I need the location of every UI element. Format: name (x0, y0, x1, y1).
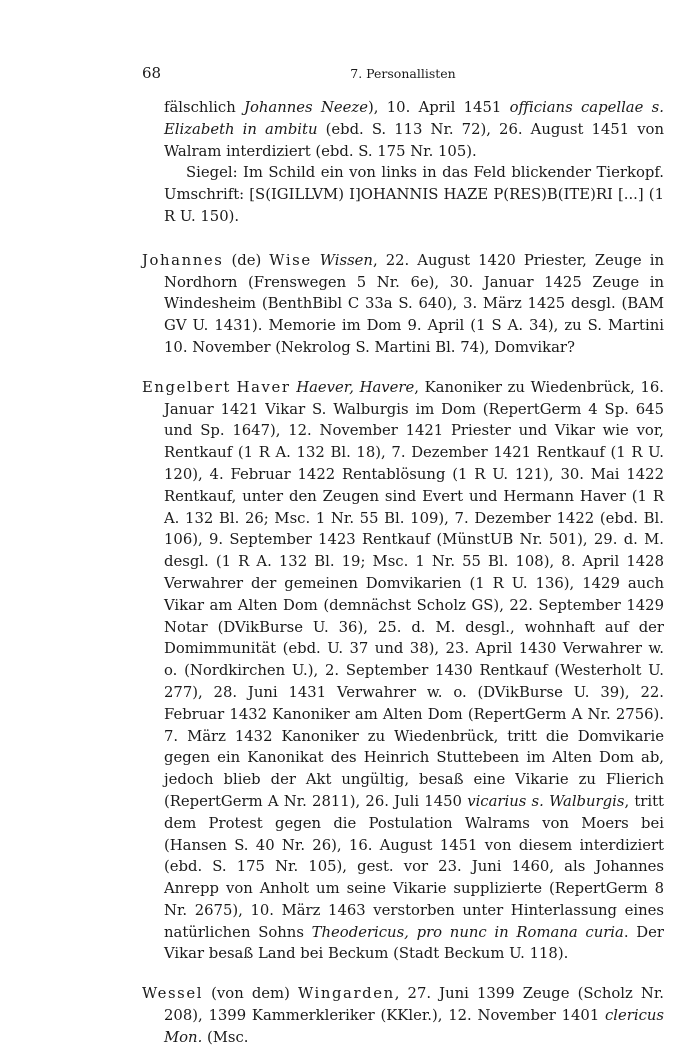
entry-johannes-wise (142, 250, 664, 359)
text-run: (Msc. (202, 1028, 249, 1046)
spaced-name: Wessel (142, 985, 204, 1003)
text-run: fälschlich (164, 99, 245, 116)
italic-text: officians capellae s. Elizabeth in ambitu (164, 99, 664, 138)
text-run: Siegel: Im Schild ein von links in das Feld blickender Tierkopf. Umschrift: [S(IGILLVM) I]OHANNIS HAZE P(RES)B(ITE)RI [...] (1 R U. 150). (164, 164, 664, 225)
italic-text: vicarius s. Walburgis (467, 792, 625, 810)
spaced-name: Engelbert (142, 378, 231, 396)
text-run: ), 10. April 1451 (367, 99, 510, 116)
spaced-name: Wingarden (297, 985, 395, 1003)
page-header (142, 64, 664, 84)
spaced-name: Haver (236, 378, 291, 396)
page-body (142, 97, 664, 1049)
running-title: 7. Personallisten (350, 66, 456, 81)
italic-text: clericus Mon. (164, 1007, 664, 1046)
text-run: . Der Vikar besaß Land bei Beckum (Stadt Beckum U. 118). (164, 923, 664, 963)
spaced-name: Wise (269, 251, 312, 269)
italic-text: Haever, Havere (296, 378, 415, 396)
text-run: , Kanoniker zu Wiedenbrück, 16. Januar 1421 Vikar S. Walburgis im Dom (RepertGerm 4 Sp. 645 und Sp. 1647), 12. November 1421 Priester und Vikar wie vor, Rentkauf (1 R A. 132 Bl. 18), 7. Dezember 1421 Rentkauf (1 R U. 120), 4. Februar 1422 Rentablösung (1 R U. 121), 30. Mai 1422 Rentkauf, unter den Zeugen sind Evert und Hermann Haver (1 R A. 132 Bl. 26; Msc. 1 Nr. 55 Bl. 109), 7. Dezember 1422 (ebd. Bl. 106), 9. September 1423 Rentkauf (MünstUB Nr. 501), 29. d. M. desgl. (1 R A. 132 Bl. 19; Msc. 1 Nr. 55 Bl. 108), 8. April 1428 Verwahrer der gemeinen Domvikarien (1 R U. 136), 1429 auch Vikar am Alten Dom (demnächst Scholz GS), 22. September 1429 Notar (DVikBurse U. 36), 25. d. M. desgl., wohnhaft auf der Domimmunität (ebd. U. 37 und 38), 23. April 1430 Verwahrer w. o. (Nordkirchen U.), 2. September 1430 Rentkauf (Westerholt U. 277), 28. Juni 1431 Verwahrer w. o. (DVikBurse U. 39), 22. Februar 1432 Kanoniker am Alten Dom (RepertGerm A Nr. 2756). 7. März 1432 Kanoniker zu Wiedenbrück, tritt die Domvikarie gegen ein Kanonikat des Heinrich Stuttebeen im Alten Dom ab, jedoch blieb der Akt ungültig, besaß eine Vikarie zu Flierich (RepertGerm A Nr. 2811), 26. Juli 1450 (164, 378, 665, 810)
text-run: (de) (223, 251, 270, 269)
spaced-name: Johannes (142, 251, 224, 269)
seal-paragraph (142, 162, 664, 227)
text-run: , 27. Juni 1399 Zeuge (Scholz Nr. 208), 1399 Kammerkleriker (KKler.), 12. November 1401 (164, 985, 664, 1025)
text-run: (von dem) (203, 985, 298, 1003)
text-run: , tritt dem Protest gegen die Postulation Walrams von Moers bei (Hansen S. 40 Nr. 26), 16. August 1451 von diesem interdiziert (ebd. S. 175 Nr. 105), gest. vor 23. Juni 1460, als Johannes Anrepp von Anholt um seine Vikarie supplizierte (RepertGerm 8 Nr. 2675), 10. März 1463 verstorben unter Hinterlassung eines natürlichen Sohns (164, 792, 665, 941)
italic-text: Theodericus, pro nunc in Romana curia (311, 923, 624, 941)
page-number: 68 (142, 64, 162, 82)
continuation-paragraph (142, 97, 664, 162)
text-run (312, 252, 320, 269)
italic-text: Wissen (319, 251, 373, 269)
entry-wessel-wingarden (142, 983, 664, 1048)
italic-text: Johannes Neeze (244, 99, 368, 116)
text-run: , 22. August 1420 Priester, Zeuge in Nordhorn (Frenswegen 5 Nr. 6e), 30. Januar 1425 Zeuge in Windesheim (BenthBibl C 33a S. 640), 3. März 1425 desgl. (BAM GV U. 1431). Memorie im Dom 9. April (1 S A. 34), zu S. Martini 10. November (Nekrolog S. Martini Bl. 74), Domvikar? (164, 251, 664, 356)
entry-engelbert-haver (142, 377, 664, 966)
text-run: (ebd. S. 113 Nr. 72), 26. August 1451 von Walram interdiziert (ebd. S. 175 Nr. 105). (164, 120, 664, 160)
